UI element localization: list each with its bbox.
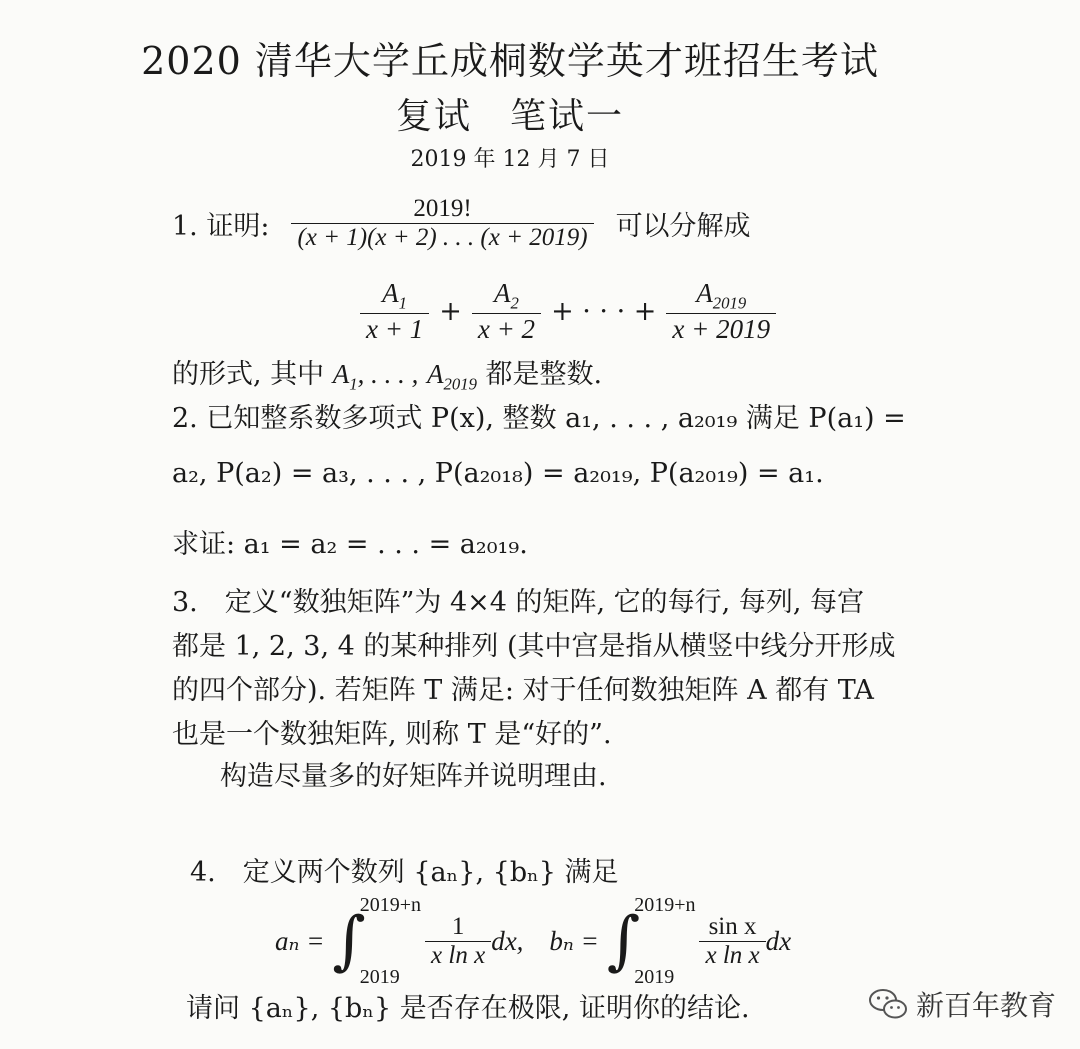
q1-term-2-sub: 2	[510, 293, 519, 313]
q4-b-label: bₙ =	[549, 925, 599, 956]
q3-line-3: 的四个部分). 若矩阵 T 满足: 对于任何数独矩阵 A 都有 TA	[172, 675, 874, 706]
q4-definitions	[275, 892, 791, 990]
q1-ellipsis: + · · · +	[551, 296, 657, 328]
q1-main-fraction	[291, 195, 593, 252]
q1-tail-b: 都是整数.	[485, 359, 603, 390]
integral-sign-b: ∫	[606, 904, 641, 978]
exam-title: 2020 清华大学丘成桐数学英才班招生考试	[141, 39, 879, 83]
q3-line-1: 3. 定义“数独矩阵”为 4×4 的矩阵, 它的每行, 每列, 每宫	[172, 587, 865, 618]
q1-tail-sub2: 2019	[443, 374, 477, 394]
q4-b-upper: 2019+n	[634, 894, 696, 916]
q1-term-1-den: x + 1	[366, 314, 424, 345]
q1-decomposition	[360, 278, 776, 345]
q1-fraction-denominator: (x + 1)(x + 2) . . . (x + 2019)	[297, 224, 588, 251]
q1-term-2-den: x + 2	[477, 314, 536, 345]
q4-b-lower: 2019	[634, 966, 675, 988]
watermark	[868, 984, 1056, 1024]
q1-term-3-var: A	[696, 278, 713, 308]
exam-subtitle: 复试 笔试一	[395, 96, 624, 137]
wechat-icon	[868, 987, 908, 1021]
q2-line-2: a₂, P(a₂) = a₃, . . . , P(a₂₀₁₈) = a₂₀₁₉, P(a₂₀₁₉) = a₁.	[172, 458, 824, 489]
q1-tail-var-2: A	[426, 359, 444, 389]
q4-a-limits	[360, 892, 421, 990]
q1-tail-mid: , . . . ,	[357, 359, 419, 389]
q4-a-dx: dx,	[491, 925, 524, 956]
q4-b-limits	[634, 892, 695, 990]
exam-date: 2019 年 12 月 7 日	[410, 147, 610, 172]
q4-b-fraction	[699, 913, 765, 970]
q4-question: 请问 {aₙ}, {bₙ} 是否存在极限, 证明你的结论.	[186, 993, 750, 1024]
q1-plus: +	[439, 296, 462, 328]
q4-a-upper: 2019+n	[359, 894, 422, 916]
q1-term-3-sub: 2019	[712, 293, 747, 313]
q1-tail-a: 的形式, 其中	[172, 359, 325, 390]
q4-a-lower: 2019	[359, 966, 400, 988]
q4-a-fraction	[425, 913, 491, 970]
q2-line-3: 求证: a₁ = a₂ = . . . = a₂₀₁₉.	[172, 529, 528, 560]
q3-line-4: 也是一个数独矩阵, 则称 T 是“好的”.	[172, 719, 612, 750]
q1-term-3-den: x + 2019	[672, 314, 771, 345]
q1-term-1-sub: 1	[398, 293, 408, 313]
q1-tail-sub1: 1	[349, 374, 358, 394]
q2-line-1: 2. 已知整系数多项式 P(x), 整数 a₁, . . . , a₂₀₁₉ 满足 P(a₁) =	[172, 403, 906, 434]
q4-b-num: sin x	[699, 913, 765, 942]
q1-term-3	[666, 278, 776, 345]
q1-statement	[172, 195, 751, 252]
q3-line-5: 构造尽量多的好矩阵并说明理由.	[220, 761, 607, 792]
q1-term-1-var: A	[382, 278, 399, 308]
watermark-text: 新百年教育	[916, 989, 1057, 1022]
q4-line-1: 4. 定义两个数列 {aₙ}, {bₙ} 满足	[190, 857, 619, 888]
q4-a-num: 1	[425, 913, 491, 942]
integral-sign-a: ∫	[332, 904, 366, 978]
q4-a-den: x ln x	[431, 941, 486, 969]
q1-term-2-var: A	[494, 278, 511, 308]
q1-tail-var: A	[332, 359, 350, 389]
q1-tail	[172, 352, 602, 394]
q1-fraction-numerator: 2019!	[291, 195, 593, 224]
q4-b-dx: dx	[765, 925, 792, 956]
q1-term-2	[472, 278, 541, 345]
q1-prefix: 1. 证明:	[172, 211, 270, 242]
q1-suffix: 可以分解成	[615, 211, 751, 242]
q4-a-label: aₙ =	[275, 925, 325, 956]
q4-b-den: x ln x	[705, 941, 760, 969]
q3-line-2: 都是 1, 2, 3, 4 的某种排列 (其中宫是指从横竖中线分开形成	[172, 631, 896, 662]
q1-term-1	[360, 278, 429, 345]
